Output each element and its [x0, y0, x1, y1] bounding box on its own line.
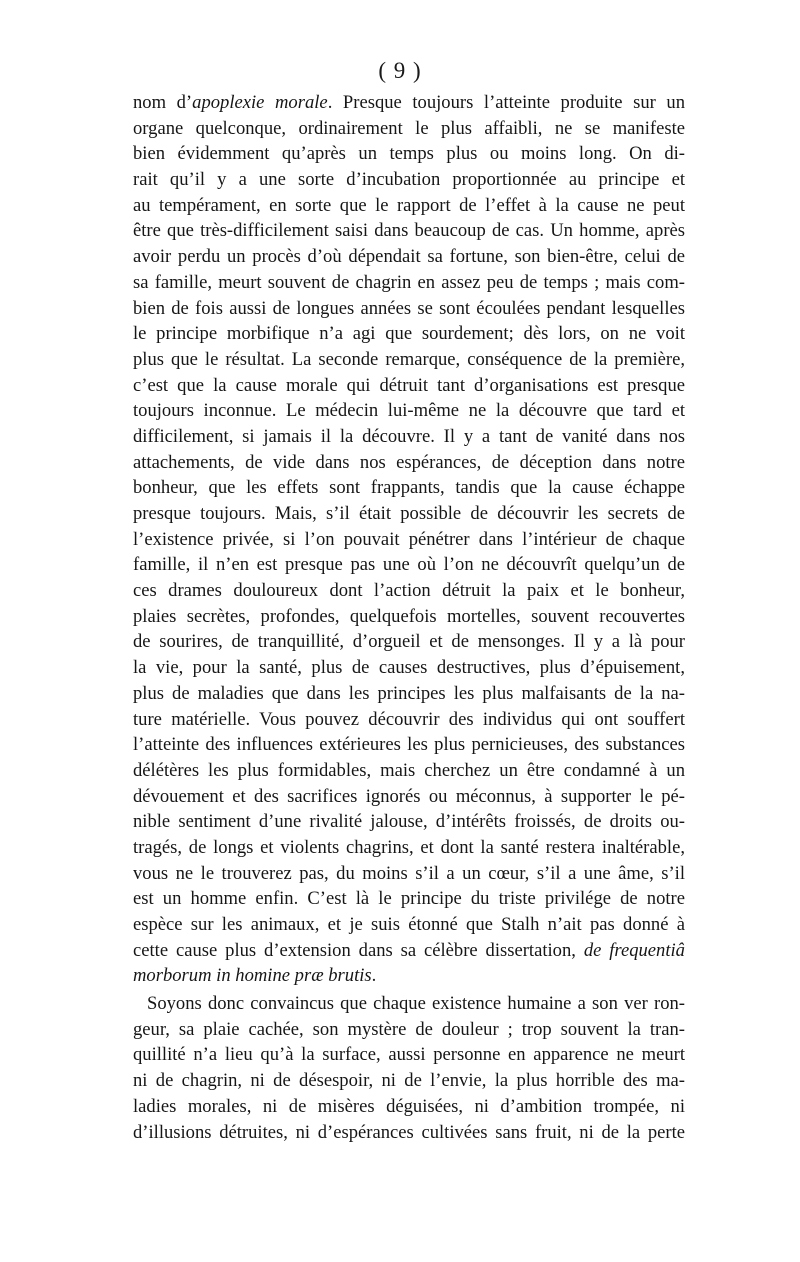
text-line: [133, 629, 685, 655]
text-line: [133, 373, 685, 399]
text-line: [133, 604, 685, 630]
text-line: [133, 912, 685, 938]
text-line-content: espèce sur les animaux, et je suis étonné que Stalh n’ait pas donné à: [133, 914, 685, 935]
text-line: [133, 270, 685, 296]
text-line-content: être que très-difficilement saisi dans beaucoup de cas. Un homme, après: [133, 220, 685, 242]
text-line: [133, 655, 685, 681]
text-line-content: c’est que la cause morale qui détruit tant d’organisations est presque: [133, 374, 685, 396]
text-line-content: geur, sa plaie cachée, son mystère de douleur ; trop souvent la tran-: [133, 1018, 685, 1040]
text-line: [133, 578, 685, 604]
text-line-content: la vie, pour la santé, plus de causes destructives, plus d’épuisement,: [133, 657, 685, 679]
italic-phrase: de frequentiâ: [583, 939, 685, 961]
text-line-content: est un homme enfin. C’est là le principe du triste privilége de notre: [133, 888, 685, 910]
text-line-content: au tempérament, en sorte que le rapport de l’effet à la cause ne peut: [133, 194, 685, 216]
body-text: [133, 90, 685, 1145]
text-line: [133, 321, 685, 347]
text-line: [133, 963, 685, 989]
text-line: [133, 1042, 685, 1068]
text-line-content: sa famille, meurt souvent de chagrin en assez peu de temps ; mais com-: [133, 271, 685, 293]
text-line: [133, 193, 685, 219]
text-line: [133, 1017, 685, 1043]
text-line-content: d’illusions détruites, ni d’espérances cultivées sans fruit, ni de la perte: [133, 1121, 685, 1143]
text-line-content: nom d’: [133, 92, 193, 113]
text-line-tail: .: [371, 965, 377, 987]
text-line-content: famille, il n’en est presque pas une où l’on ne découvrît quelqu’un de: [133, 554, 685, 576]
text-line-content: quillité n’a lieu qu’à la surface, aussi personne en apparence ne meurt: [133, 1044, 685, 1066]
text-line: [133, 784, 685, 810]
text-line-content: toujours inconnue. Le médecin lui-même ne la découvre que tard et: [133, 400, 685, 422]
text-line-content: le principe morbifique n’a agi que sourdement; dès lors, on ne voit: [133, 323, 685, 345]
text-line-content: ces drames douloureux dont l’action détruit la paix et le bonheur,: [133, 580, 685, 602]
text-line-content: vous ne le trouverez pas, du moins s’il a un cœur, s’il a une âme, s’il: [133, 862, 685, 884]
text-line-content: plaies secrètes, profondes, quelquefois mortelles, souvent recouvertes: [133, 605, 685, 627]
text-line: [133, 809, 685, 835]
text-line: [133, 424, 685, 450]
text-line: [133, 886, 685, 912]
text-line-content: avoir perdu un procès d’où dépendait sa fortune, son bien-être, celui de: [133, 246, 685, 268]
page-number: ( 9 ): [378, 58, 422, 83]
text-line-content: difficilement, si jamais il la découvre. Il y a tant de vanité dans nos: [133, 425, 685, 447]
text-line: [133, 1068, 685, 1094]
text-line: [133, 398, 685, 424]
text-line: [133, 450, 685, 476]
text-line: [133, 347, 685, 373]
text-line: [133, 681, 685, 707]
text-line: [133, 861, 685, 887]
text-line-content: Soyons donc convaincus que chaque existence humaine a son ver ron-: [147, 993, 685, 1015]
text-line-content: plus de maladies que dans les principes les plus malfaisants de la na-: [133, 682, 685, 704]
text-line: [133, 835, 685, 861]
text-line: [133, 296, 685, 322]
text-line-content: dévouement et des sacrifices ignorés ou méconnus, à supporter le pé-: [133, 785, 685, 807]
text-line: [133, 244, 685, 270]
text-line: [133, 501, 685, 527]
text-line-content: de sourires, de tranquillité, d’orgueil et de mensonges. Il y a là pour: [133, 631, 685, 653]
text-line-content: plus que le résultat. La seconde remarque, conséquence de la première,: [133, 348, 685, 370]
text-line-content: presque toujours. Mais, s’il était possible de découvrir les secrets de: [133, 503, 685, 524]
text-line-tail: . Presque toujours l’atteinte produite sur un: [327, 92, 686, 113]
text-line-content: rait qu’il y a une sorte d’incubation proportionnée au principe et: [133, 169, 685, 191]
text-line-content: tragés, de longs et violents chagrins, et dont la santé restera inaltérable,: [133, 836, 685, 858]
text-line-content: cette cause plus d’extension dans sa célèbre dissertation,: [133, 939, 584, 961]
text-line-content: bien évidemment qu’après un temps plus ou moins long. On di-: [133, 143, 685, 165]
text-line: [133, 167, 685, 193]
text-line-content: l’existence privée, si l’on pouvait pénétrer dans l’intérieur de chaque: [133, 528, 685, 550]
text-line: [133, 475, 685, 501]
text-line: [133, 1094, 685, 1120]
text-line: [133, 758, 685, 784]
text-line-content: ladies morales, ni de misères déguisées, ni d’ambition trompée, ni: [133, 1095, 685, 1117]
text-line: [133, 552, 685, 578]
text-line: [133, 218, 685, 244]
text-line: [133, 1120, 685, 1146]
italic-phrase: morborum in homine præ brutis: [133, 965, 372, 987]
text-line-content: bonheur, que les effets sont frappants, tandis que la cause échappe: [133, 477, 685, 499]
text-line: [133, 732, 685, 758]
text-line: [133, 141, 685, 167]
text-line-content: ture matérielle. Vous pouvez découvrir des individus qui ont souffert: [133, 708, 685, 730]
text-line-content: attachements, de vide dans nos espérances, de déception dans notre: [133, 451, 685, 473]
text-line: [133, 938, 685, 964]
text-line: [133, 707, 685, 733]
text-line-content: bien de fois aussi de longues années se sont écoulées pendant lesquelles: [133, 297, 685, 319]
text-line: [133, 527, 685, 553]
text-line-content: ni de chagrin, ni de désespoir, ni de l’envie, la plus horrible des ma-: [133, 1070, 685, 1092]
text-line-content: l’atteinte des influences extérieures les plus pernicieuses, des substances: [133, 734, 685, 756]
text-line: [133, 90, 685, 116]
italic-phrase: apoplexie morale: [192, 92, 328, 113]
text-line-content: nible sentiment d’une rivalité jalouse, d’intérêts froissés, de droits ou-: [133, 811, 685, 833]
text-line: [133, 991, 685, 1017]
text-line-content: délétères les plus formidables, mais cherchez un être condamné à un: [133, 759, 685, 781]
text-line-content: organe quelconque, ordinairement le plus affaibli, ne se manifeste: [133, 117, 685, 139]
text-line: [133, 116, 685, 142]
